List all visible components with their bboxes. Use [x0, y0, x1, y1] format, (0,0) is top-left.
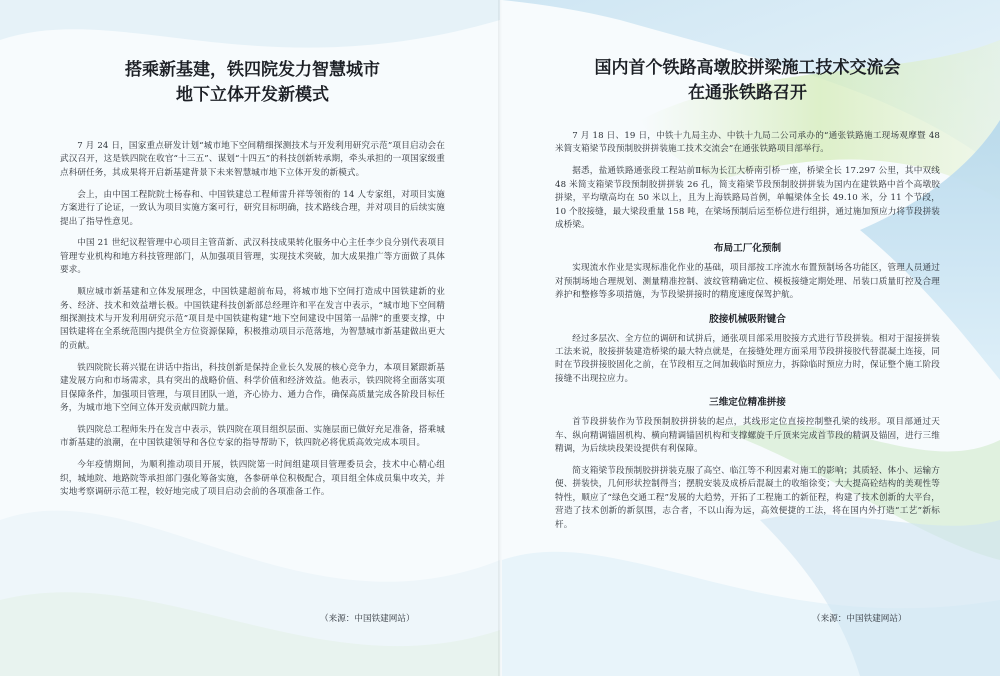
left-paragraph: 会上，由中国工程院院士杨春和、中国铁建总工程师雷升祥等领衔的 14 人专家组，对项目实施方案进行了论证，一致认为项目实施方案可行，研究目标明确，技术路线合理，并对项目的后续实施提出了指导性意见。: [60, 189, 445, 227]
right-paragraph: 经过多层次、全方位的调研和试拼后，通张项目部采用胶接方式进行节段拼装。相对于湿接拼装工法来说，胶接拼装建造桥梁的最大特点就是，在接缝处理方面采用节段拼接胶代替混凝土连接，同时在节段拼接胶固化之前，在节段相互之间加载临时预应力，拆除临时预应力时，保证整个施工阶段接缝不出现拉应力。: [555, 333, 940, 384]
left-title-line-2: 地下立体开发新模式: [176, 85, 329, 105]
right-article-title: [555, 0, 940, 106]
right-article: [555, 0, 940, 540]
right-source-note: （来源：中国铁建网站）: [812, 614, 907, 624]
left-paragraph: 铁四院院长蒋兴锟在讲话中指出，科技创新是保持企业长久发展的核心竞争力，本项目紧跟新基建发展方向和市场需求，具有突出的战略价值、科学价值和经济效益。他表示，铁四院将全面落实项目保障条件，加强项目管理，与项目团队一道，齐心协力、通力合作，确保高质量完成各阶段目标任务，为城市地下空间立体开发贡献四院力量。: [60, 362, 445, 413]
left-article: [60, 0, 445, 508]
left-paragraph: 今年疫情期间，为顺利推动项目开展，铁四院第一时间组建项目管理委员会，技术中心精心组织，城地院、地路院等承担部门强化筹备实施，各参研单位积极配合，项目组全体成员集中攻关，并实地考察调研示范工程，较好地完成了项目启动会前的各项准备工作。: [60, 460, 445, 497]
left-paragraph: 顺应城市新基建和立体发展理念，中国铁建超前布局，将城市地下空间打造成中国铁建新的业务、经济、技术和效益增长极。中国铁建科技创新部总经理许和平在发言中表示，“城市地下空间精细探测技术与开发利用研究示范”项目是中国铁建构建“地下空间建设中国第一品牌”的重要支撑，中国铁建将在全系统范围内提供全方位资源保障，积极推动项目示范落地，为智慧城市新基建做出更大的贡献。: [60, 287, 445, 351]
right-paragraph: 据悉，盐通铁路通张段工程站前Ⅱ标为长江大桥南引桥一座，桥梁全长 17.297 公里，其中双线 48 米简支箱梁节段预制胶拼拼装 26 孔，简支箱梁节段预制胶拼拼装为国内在建铁路中首个高墩胶拼梁，平均墩高均在 50 米以上，且为上海铁路局首例，单幅梁体全长 49.10 米，分 11 个节段，10 个胶接缝，最大梁段重量 158 吨，在梁场预制后运至桥位进行组拼，通过施加预应力将节段拼装成桥梁。: [555, 166, 940, 230]
left-paragraph: 中国 21 世纪议程管理中心项目主管苗新、武汉科技成果转化服务中心主任李少良分别代表项目管理专业机构和地方科技管理部门，从加强项目管理，实现技术突破，加大成果推广等方面做了具体要求。: [60, 238, 445, 276]
right-title-line-1: 国内首个铁路高墩胶拼梁施工技术交流会: [594, 58, 901, 78]
right-paragraph: 实现流水作业是实现标准化作业的基础，项目部按工序流水布置预制场各功能区，管理人员通过对预制场地合理规划、测量精准控制、波纹管精确定位、模板接缝定期处理、吊装口质量盯控及合理养护和整修等多项措施，为节段梁拼接时的精度速度保驾护航。: [555, 263, 940, 301]
section-heading-positioning: 三维定位精准拼接: [709, 397, 786, 409]
page-spine: [498, 0, 502, 676]
section-heading-layout: 布局工厂化预制: [713, 243, 782, 255]
left-paragraph: 铁四院总工程师朱丹在发言中表示，铁四院在项目组织层面、实施层面已做好充足准备，搭乘城市新基建的浪潮，在中国铁建领导和各位专家的指导帮助下，铁四院必将优质高效完成本项目。: [60, 424, 445, 449]
right-paragraph: 首节段拼装作为节段预制胶拼拼装的起点，其线形定位直接控制整孔梁的线形。项目部通过天车、纵向精调锚固机构、横向精调锚固机构和支撑螺旋千斤顶来完成首节段的精调及锚固，进行三维精调，为后续块段架设提供有利保障。: [555, 417, 940, 454]
left-article-title: [60, 0, 445, 108]
right-title-line-2: 在通张铁路召开: [688, 83, 807, 103]
left-paragraph: 7 月 24 日，国家重点研发计划“城市地下空间精细探测技术与开发利用研究示范”项目启动会在武汉召开，这是铁四院在收官“十三五”、谋划“十四五”的科技创新转承期，牵头承担的一项国家级重点科研任务，其成果将开启新基建背景下未来智慧城市地下立体开发的新模式。: [60, 141, 445, 178]
left-title-line-1: 搭乘新基建，铁四院发力智慧城市: [125, 60, 380, 80]
section-heading-bonding: 胶接机械吸附键合: [709, 313, 786, 325]
right-paragraph: 简支箱梁节段预制胶拼拼装克服了高空、临江等不利因素对施工的影响；其质轻、体小、运输方便、拼装快，几何形状控制得当；摆脱安装及成桥后混凝土的收缩徐变；大大提高砼结构的美观性等特性，顺应了“绿色交通工程”发展的大趋势，开拓了工程施工的新征程，构建了技术创新的大平台，营造了技术创新的新氛围，志合者，不以山海为远，高效便捷的工法，将在国内外打造“工艺”新标杆。: [555, 465, 940, 530]
right-paragraph: 7 月 18 日、19 日，中铁十九局主办、中铁十九局二公司承办的“通张铁路施工现场观摩暨 48 米简支箱梁节段预制胶拼拼装施工技术交流会”在通张铁路项目部举行。: [555, 131, 940, 155]
left-source-note: （来源：中国铁建网站）: [320, 614, 415, 624]
